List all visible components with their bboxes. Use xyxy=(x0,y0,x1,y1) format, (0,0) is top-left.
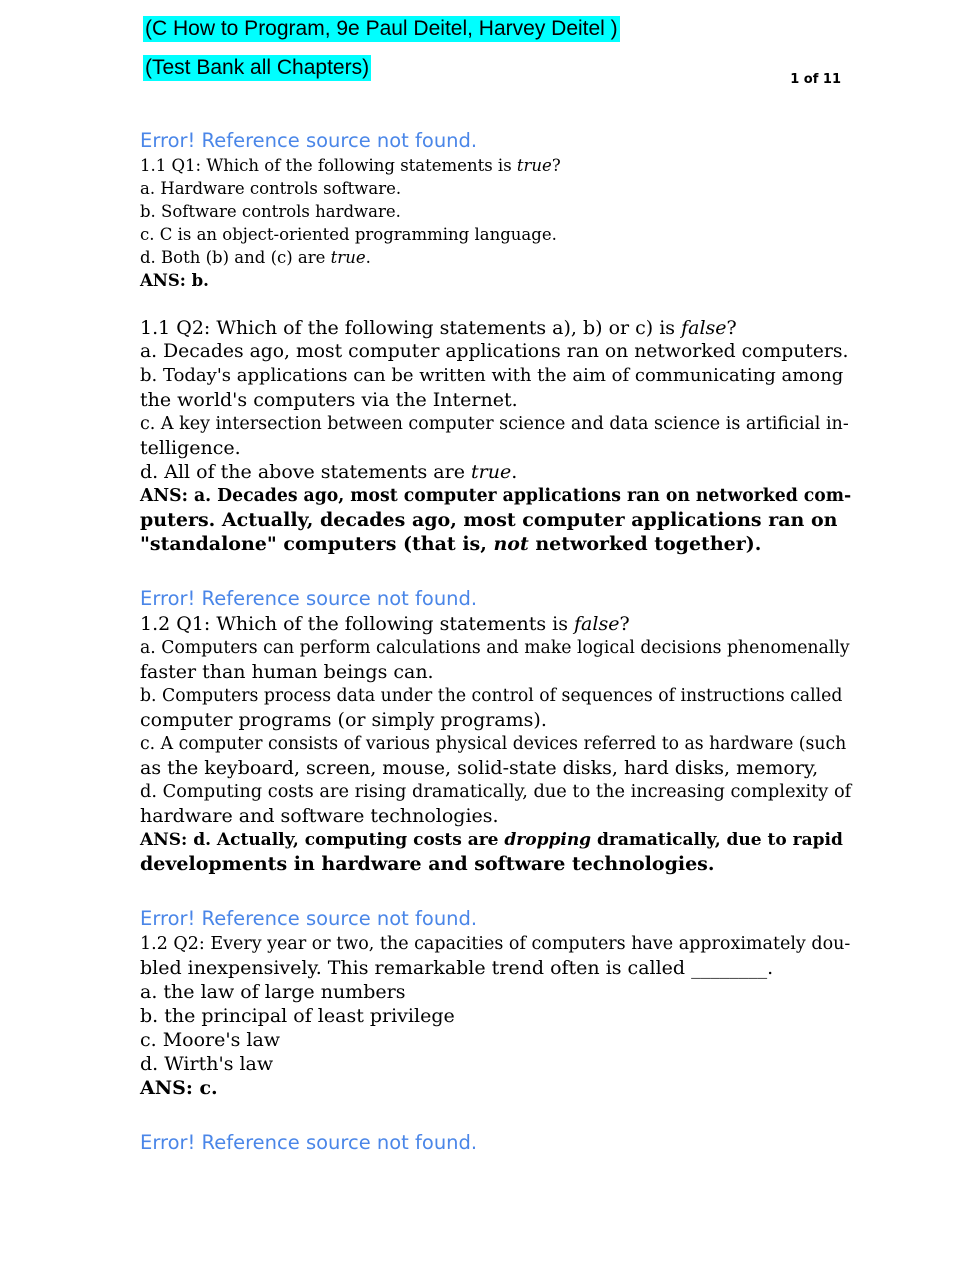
question-stem-cont: bled inexpensively. This remarkable trend often is called ________. xyxy=(140,957,774,979)
option-b: b. Today's applications can be written with the aim of communicating among xyxy=(140,365,844,386)
answer: ANS: a. Decades ago, most computer applications ran on networked com- xyxy=(140,486,852,506)
option-b: b. Software controls hardware. xyxy=(140,202,401,221)
option-d: d. Wirth's law xyxy=(140,1053,274,1075)
option-b-cont: computer programs (or simply programs). xyxy=(140,709,547,731)
question-stem: 1.2 Q1: Which of the following statements is false? xyxy=(140,613,630,635)
option-c: c. Moore's law xyxy=(140,1029,281,1051)
option-a: a. Decades ago, most computer applications ran on networked computers. xyxy=(140,341,849,362)
option-b: b. the principal of least privilege xyxy=(140,1005,455,1027)
question-1-1-q1 xyxy=(140,128,845,292)
trailing-section xyxy=(140,1130,845,1156)
question-1-2-q1 xyxy=(140,586,852,876)
answer-cont: puters. Actually, decades ago, most computer applications ran on xyxy=(140,509,838,531)
option-a: a. Hardware controls software. xyxy=(140,179,402,198)
answer: ANS: b. xyxy=(140,271,209,290)
error-heading: Error! Reference source not found. xyxy=(140,1131,478,1154)
question-1-2-q2 xyxy=(140,906,851,1100)
answer: ANS: c. xyxy=(140,1077,218,1099)
spacer xyxy=(140,292,845,316)
error-heading: Error! Reference source not found. xyxy=(140,587,478,610)
option-d: d. All of the above statements are true. xyxy=(140,461,518,483)
option-b-cont: the world's computers via the Internet. xyxy=(140,389,518,411)
option-a: a. the law of large numbers xyxy=(140,981,406,1003)
question-content xyxy=(140,128,852,1156)
spacer xyxy=(140,556,845,586)
question-stem: 1.1 Q2: Which of the following statements a), b) or c) is false? xyxy=(140,317,737,339)
option-b: b. Computers process data under the control of sequences of instructions called xyxy=(140,686,843,706)
answer-cont: "standalone" computers (that is, not networked together). xyxy=(140,533,762,555)
answer-cont: developments in hardware and software technologies. xyxy=(140,853,715,875)
test-bank-banner: (Test Bank all Chapters) xyxy=(145,56,370,79)
question-stem: 1.1 Q1: Which of the following statements is true? xyxy=(140,156,561,175)
answer: ANS: d. Actually, computing costs are dropping dramatically, due to rapid xyxy=(140,830,843,850)
option-a: a. Computers can perform calculations and make logical decisions phenomenally xyxy=(140,638,850,658)
option-d: d. Both (b) and (c) are true. xyxy=(140,248,371,267)
question-stem: 1.2 Q2: Every year or two, the capacities of computers have approximately dou- xyxy=(140,934,851,954)
option-c: c. C is an object-oriented programming language. xyxy=(140,225,557,244)
option-a-cont: faster than human beings can. xyxy=(140,661,434,683)
option-d-cont: hardware and software technologies. xyxy=(140,805,499,827)
option-c-cont: as the keyboard, screen, mouse, solid-state disks, hard disks, memory, xyxy=(140,757,819,779)
spacer xyxy=(140,876,845,906)
option-c: c. A key intersection between computer science and data science is artificial in- xyxy=(140,414,849,434)
question-1-1-q2 xyxy=(140,316,852,556)
option-d: d. Computing costs are rising dramatically, due to the increasing complexity of xyxy=(140,782,852,802)
book-title-banner: (C How to Program, 9e Paul Deitel, Harvey Deitel ) xyxy=(145,17,618,40)
option-c-cont: telligence. xyxy=(140,437,241,459)
error-heading: Error! Reference source not found. xyxy=(140,129,478,152)
spacer xyxy=(140,1100,845,1130)
page-number: 1 of 11 xyxy=(790,72,841,87)
option-c: c. A computer consists of various physical devices referred to as hardware (such xyxy=(140,734,847,754)
error-heading: Error! Reference source not found. xyxy=(140,907,478,930)
